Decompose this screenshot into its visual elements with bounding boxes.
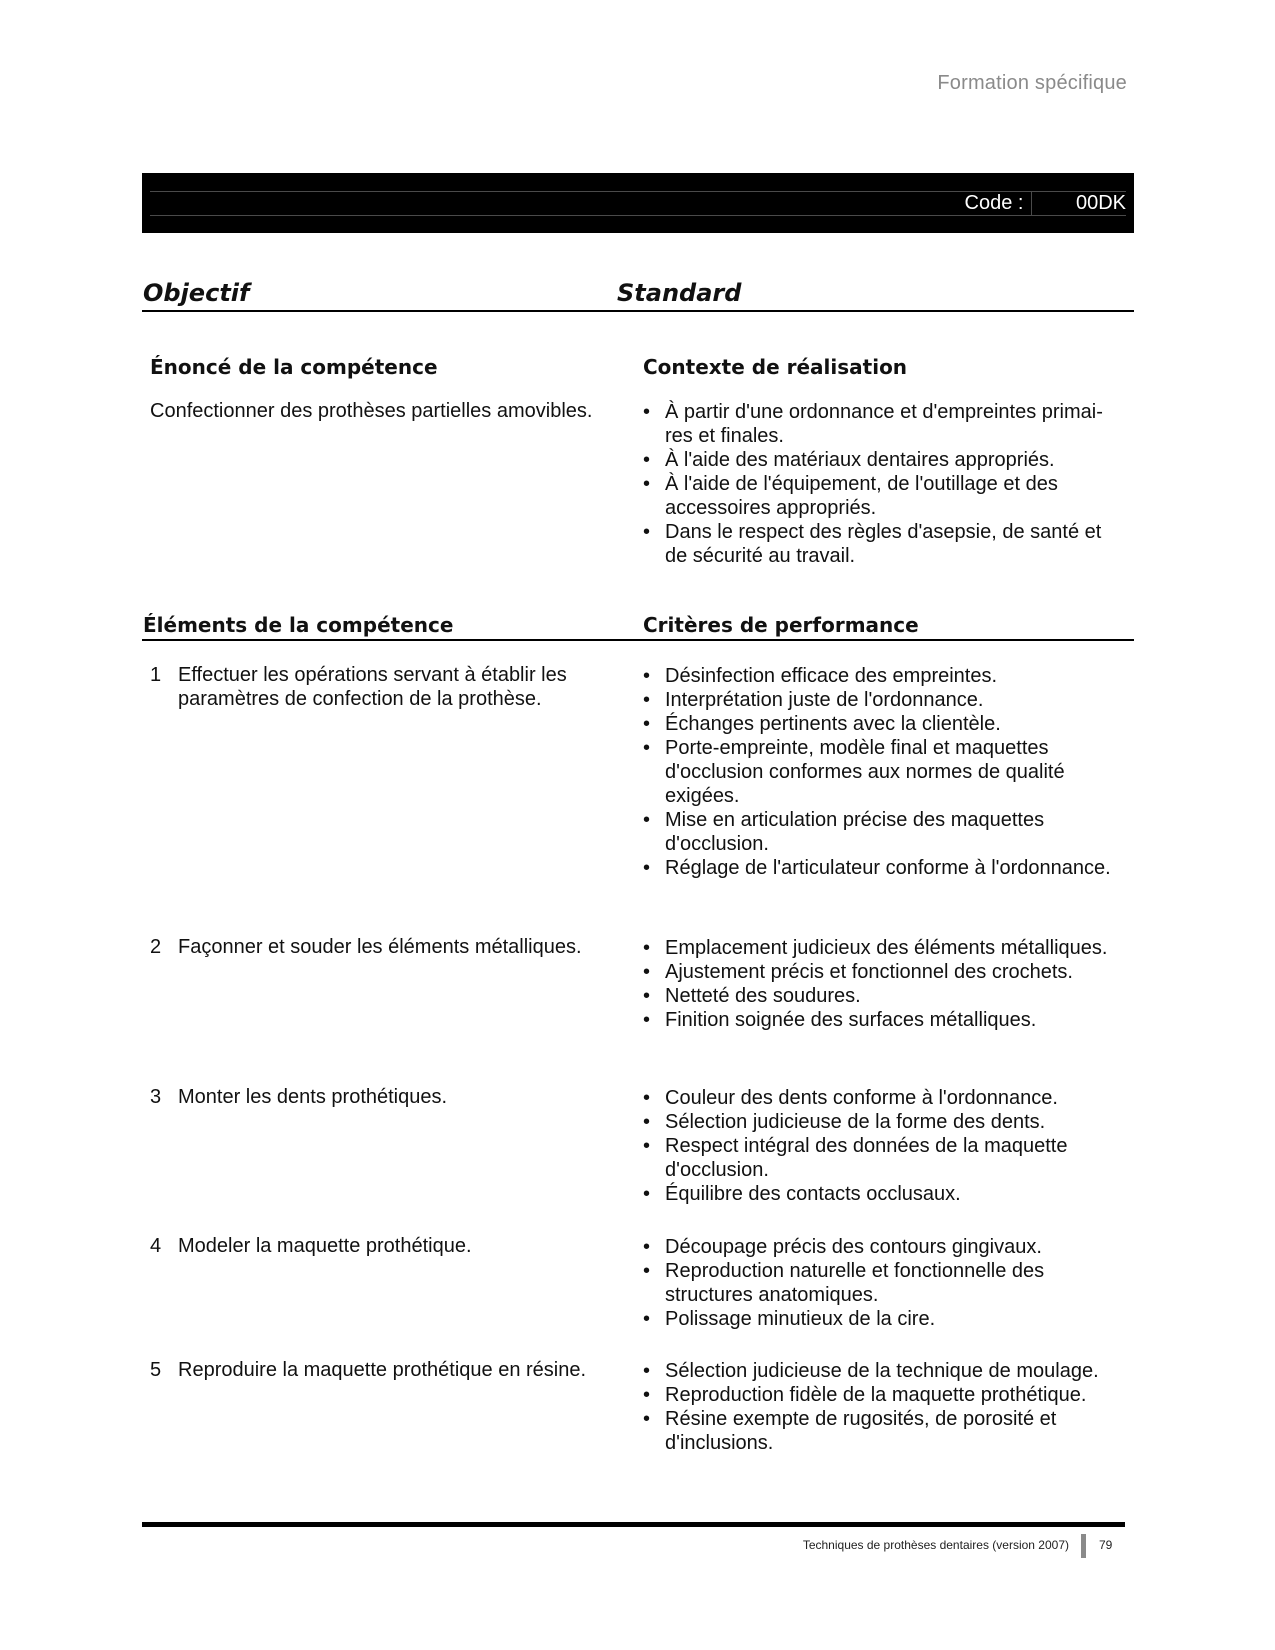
element-3 <box>150 1085 620 1109</box>
element-number: 2 <box>150 936 162 958</box>
criteria-list-3 <box>643 1086 1118 1206</box>
element-1 <box>150 663 620 711</box>
list-item: • Désinfection efficace des empreintes. <box>643 664 1118 688</box>
enonce-heading: Énoncé de la compétence <box>150 355 438 379</box>
list-item: • Netteté des soudures. <box>643 984 1118 1008</box>
list-item: • Équilibre des contacts occlusaux. <box>643 1182 1118 1206</box>
element-number: 3 <box>150 1086 162 1108</box>
footer-rule <box>142 1522 1125 1527</box>
list-item: • Sélection judicieuse de la forme des dents. <box>643 1110 1118 1134</box>
list-item: • Emplacement judicieux des éléments métalliques. <box>643 936 1118 960</box>
code-value: 00DK <box>1075 192 1126 214</box>
list-item: • À l'aide de l'équipement, de l'outillage et des accessoires appropriés. <box>643 472 1118 520</box>
section-title: Formation spécifique <box>937 72 1127 94</box>
code-bar-line-bottom <box>150 215 1126 216</box>
element-5 <box>150 1358 620 1382</box>
criteria-list-5 <box>643 1359 1118 1455</box>
list-item: • Échanges pertinents avec la clientèle. <box>643 712 1118 736</box>
element-number: 4 <box>150 1235 162 1257</box>
element-2 <box>150 935 620 959</box>
list-item: • Résine exempte de rugosités, de porosité et d'inclusions. <box>643 1407 1118 1455</box>
code-label: Code : <box>957 191 1032 215</box>
criteres-heading: Critères de performance <box>643 613 919 637</box>
list-item: • Ajustement précis et fonctionnel des crochets. <box>643 960 1118 984</box>
criteria-list-1 <box>643 664 1118 880</box>
element-text: Monter les dents prothétiques. <box>178 1086 448 1108</box>
list-item: • Dans le respect des règles d'asepsie, de santé et de sécurité au travail. <box>643 520 1118 568</box>
contexte-list <box>643 400 1118 568</box>
list-item: • Porte-empreinte, modèle final et maquettes d'occlusion conformes aux normes de qualité exigées. <box>643 736 1118 808</box>
list-item: • Finition soignée des surfaces métalliques. <box>643 1008 1118 1032</box>
elements-heading: Éléments de la compétence <box>143 613 454 637</box>
enonce-text: Confectionner des prothèses partielles amovibles. <box>150 400 593 422</box>
element-text: Modeler la maquette prothétique. <box>178 1235 472 1257</box>
objectif-heading: Objectif <box>143 279 250 307</box>
criteria-list-4 <box>643 1235 1118 1331</box>
list-item: • Couleur des dents conforme à l'ordonnance. <box>643 1086 1118 1110</box>
list-item: • Reproduction naturelle et fonctionnelle des structures anatomiques. <box>643 1259 1118 1307</box>
element-4 <box>150 1234 620 1258</box>
heading-rule <box>142 310 1134 312</box>
list-item: • Découpage précis des contours gingivaux. <box>643 1235 1118 1259</box>
element-text: Effectuer les opérations servant à établir les paramètres de confection de la prothèse. <box>178 664 567 710</box>
list-item: • Polissage minutieux de la cire. <box>643 1307 1118 1331</box>
element-text: Façonner et souder les éléments métalliques. <box>178 936 582 958</box>
footer-title: Techniques de prothèses dentaires (version 2007) <box>802 1538 1069 1552</box>
criteria-list-2 <box>643 936 1118 1032</box>
list-item: • Interprétation juste de l'ordonnance. <box>643 688 1118 712</box>
elements-rule <box>142 639 1134 641</box>
standard-heading: Standard <box>617 279 742 307</box>
list-item: • Mise en articulation précise des maquettes d'occlusion. <box>643 808 1118 856</box>
code-bar <box>142 173 1134 233</box>
page-number: 79 <box>1099 1538 1113 1552</box>
list-item: • Reproduction fidèle de la maquette prothétique. <box>643 1383 1118 1407</box>
element-text: Reproduire la maquette prothétique en résine. <box>178 1359 587 1381</box>
element-number: 1 <box>150 664 162 686</box>
element-number: 5 <box>150 1359 162 1381</box>
list-item: • À partir d'une ordonnance et d'empreintes primai-res et finales. <box>643 400 1118 448</box>
list-item: • À l'aide des matériaux dentaires appropriés. <box>643 448 1118 472</box>
footer-divider <box>1081 1534 1086 1558</box>
list-item: • Respect intégral des données de la maquette d'occlusion. <box>643 1134 1118 1182</box>
list-item: • Sélection judicieuse de la technique de moulage. <box>643 1359 1118 1383</box>
contexte-heading: Contexte de réalisation <box>643 355 908 379</box>
list-item: • Réglage de l'articulateur conforme à l'ordonnance. <box>643 856 1118 880</box>
